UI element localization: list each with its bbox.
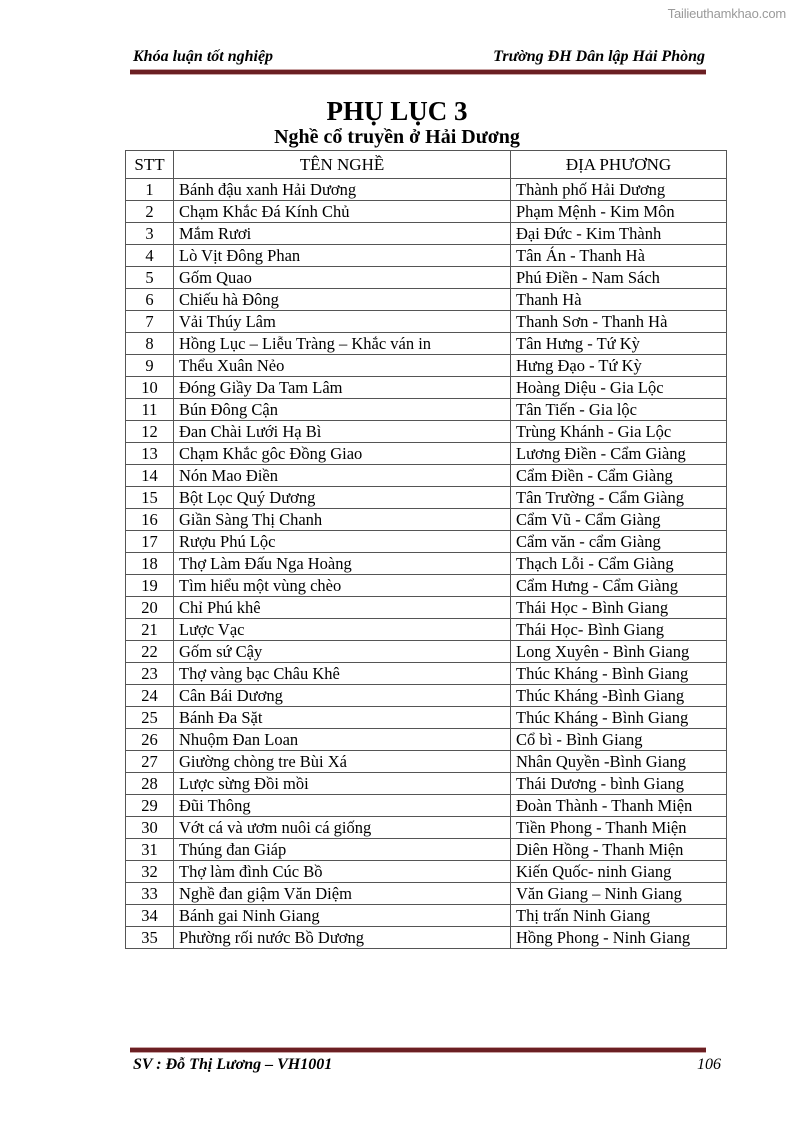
table-body xyxy=(126,179,727,949)
page-title: PHỤ LỤC 3 xyxy=(326,96,468,126)
row-location: Tân Tiến - Gia lộc xyxy=(511,399,727,421)
row-location: Đại Đức - Kim Thành xyxy=(511,223,727,245)
row-location: Trùng Khánh - Gia Lộc xyxy=(511,421,727,443)
table-row xyxy=(126,487,727,509)
row-location: Thạch Lỗi - Cẩm Giàng xyxy=(511,553,727,575)
table-row xyxy=(126,311,727,333)
row-location: Cẩm Vũ - Cẩm Giàng xyxy=(511,509,727,531)
row-stt: 4 xyxy=(126,245,174,267)
row-stt: 26 xyxy=(126,729,174,751)
row-location: Kiến Quốc- ninh Giang xyxy=(511,861,727,883)
table-row xyxy=(126,201,727,223)
row-stt: 1 xyxy=(126,179,174,201)
row-stt: 31 xyxy=(126,839,174,861)
row-craft-name: Bánh đậu xanh Hải Dương xyxy=(174,179,511,201)
header-right: Trường ĐH Dân lập Hải Phòng xyxy=(493,48,705,65)
row-craft-name: Lò Vịt Đông Phan xyxy=(174,245,511,267)
row-craft-name: Nghề đan giậm Văn Diệm xyxy=(174,883,511,905)
row-stt: 25 xyxy=(126,707,174,729)
row-craft-name: Chiếu hà Đông xyxy=(174,289,511,311)
table-row xyxy=(126,707,727,729)
table-row xyxy=(126,245,727,267)
table-row xyxy=(126,333,727,355)
row-stt: 7 xyxy=(126,311,174,333)
table-row xyxy=(126,531,727,553)
row-craft-name: Đan Chài Lưới Hạ Bì xyxy=(174,421,511,443)
watermark: Tailieuthamkhao.com xyxy=(667,6,786,21)
row-stt: 2 xyxy=(126,201,174,223)
table-row xyxy=(126,817,727,839)
table-row xyxy=(126,377,727,399)
table-row xyxy=(126,685,727,707)
row-stt: 20 xyxy=(126,597,174,619)
table-row xyxy=(126,663,727,685)
row-craft-name: Mắm Rươi xyxy=(174,223,511,245)
table-row xyxy=(126,905,727,927)
row-stt: 12 xyxy=(126,421,174,443)
row-stt: 5 xyxy=(126,267,174,289)
table-row xyxy=(126,289,727,311)
row-stt: 35 xyxy=(126,927,174,949)
table-row xyxy=(126,839,727,861)
row-craft-name: Lược Vạc xyxy=(174,619,511,641)
row-location: Thái Học- Bình Giang xyxy=(511,619,727,641)
table-row xyxy=(126,597,727,619)
row-location: Diên Hồng - Thanh Miện xyxy=(511,839,727,861)
row-craft-name: Chạm Khắc Đá Kính Chủ xyxy=(174,201,511,223)
column-header-craft-name: TÊN NGHỀ xyxy=(174,151,511,179)
row-craft-name: Chỉ Phú khê xyxy=(174,597,511,619)
row-location: Lương Điền - Cẩm Giàng xyxy=(511,443,727,465)
header-left: Khóa luận tốt nghiệp xyxy=(133,48,274,65)
crafts-table xyxy=(125,150,727,949)
row-craft-name: Phường rối nước Bồ Dương xyxy=(174,927,511,949)
row-location: Thúc Kháng - Bình Giang xyxy=(511,707,727,729)
row-craft-name: Vải Thúy Lâm xyxy=(174,311,511,333)
row-location: Phạm Mệnh - Kim Môn xyxy=(511,201,727,223)
row-location: Thanh Sơn - Thanh Hà xyxy=(511,311,727,333)
row-craft-name: Thợ Làm Đấu Nga Hoàng xyxy=(174,553,511,575)
row-craft-name: Thểu Xuân Nẻo xyxy=(174,355,511,377)
row-stt: 28 xyxy=(126,773,174,795)
row-location: Thị trấn Ninh Giang xyxy=(511,905,727,927)
row-stt: 14 xyxy=(126,465,174,487)
row-craft-name: Bột Lọc Quý Dương xyxy=(174,487,511,509)
row-stt: 30 xyxy=(126,817,174,839)
page-footer xyxy=(133,1056,721,1078)
row-craft-name: Vớt cá và ươm nuôi cá giống xyxy=(174,817,511,839)
row-stt: 23 xyxy=(126,663,174,685)
row-stt: 18 xyxy=(126,553,174,575)
row-craft-name: Giường chòng tre Bùi Xá xyxy=(174,751,511,773)
row-stt: 15 xyxy=(126,487,174,509)
table-row xyxy=(126,575,727,597)
row-stt: 22 xyxy=(126,641,174,663)
row-stt: 10 xyxy=(126,377,174,399)
row-craft-name: Giần Sàng Thị Chanh xyxy=(174,509,511,531)
page-header xyxy=(133,48,705,70)
row-location: Hoàng Diệu - Gia Lộc xyxy=(511,377,727,399)
table-row xyxy=(126,355,727,377)
row-craft-name: Lược sừng Đồi mồi xyxy=(174,773,511,795)
page-subtitle: Nghề cổ truyền ở Hải Dương xyxy=(274,126,520,148)
table-row xyxy=(126,267,727,289)
row-location: Cẩm văn - cẩm Giàng xyxy=(511,531,727,553)
row-location: Thành phố Hải Dương xyxy=(511,179,727,201)
row-location: Long Xuyên - Bình Giang xyxy=(511,641,727,663)
row-location: Cẩm Điền - Cẩm Giàng xyxy=(511,465,727,487)
row-craft-name: Thúng đan Giáp xyxy=(174,839,511,861)
row-stt: 17 xyxy=(126,531,174,553)
row-location: Nhân Quyền -Bình Giang xyxy=(511,751,727,773)
row-craft-name: Tìm hiểu một vùng chèo xyxy=(174,575,511,597)
table-row xyxy=(126,223,727,245)
table-row xyxy=(126,883,727,905)
row-craft-name: Rượu Phú Lộc xyxy=(174,531,511,553)
table-row xyxy=(126,509,727,531)
row-location: Thái Học - Bình Giang xyxy=(511,597,727,619)
row-location: Tân Trường - Cẩm Giàng xyxy=(511,487,727,509)
row-craft-name: Thợ vàng bạc Châu Khê xyxy=(174,663,511,685)
row-craft-name: Bún Đông Cận xyxy=(174,399,511,421)
table-row xyxy=(126,927,727,949)
row-location: Thúc Kháng -Bình Giang xyxy=(511,685,727,707)
row-stt: 29 xyxy=(126,795,174,817)
row-craft-name: Hồng Lục – Liễu Tràng – Khắc ván in xyxy=(174,333,511,355)
header-divider xyxy=(130,69,706,75)
row-location: Cẩm Hưng - Cẩm Giàng xyxy=(511,575,727,597)
row-stt: 21 xyxy=(126,619,174,641)
row-stt: 19 xyxy=(126,575,174,597)
row-stt: 11 xyxy=(126,399,174,421)
row-stt: 33 xyxy=(126,883,174,905)
row-stt: 16 xyxy=(126,509,174,531)
row-location: Thái Dương - bình Giang xyxy=(511,773,727,795)
page-number: 106 xyxy=(697,1056,721,1073)
row-location: Thúc Kháng - Bình Giang xyxy=(511,663,727,685)
row-location: Hưng Đạo - Tứ Kỳ xyxy=(511,355,727,377)
table-row xyxy=(126,641,727,663)
table-row xyxy=(126,179,727,201)
table-row xyxy=(126,751,727,773)
table-row xyxy=(126,861,727,883)
table-row xyxy=(126,619,727,641)
table-row xyxy=(126,729,727,751)
table-row xyxy=(126,443,727,465)
row-location: Tiền Phong - Thanh Miện xyxy=(511,817,727,839)
row-craft-name: Gốm sứ Cậy xyxy=(174,641,511,663)
column-header-location: ĐỊA PHƯƠNG xyxy=(511,151,727,179)
row-craft-name: Nhuộm Đan Loan xyxy=(174,729,511,751)
table-header-row xyxy=(126,151,727,179)
row-craft-name: Bánh gai Ninh Giang xyxy=(174,905,511,927)
row-stt: 34 xyxy=(126,905,174,927)
row-craft-name: Bánh Đa Sặt xyxy=(174,707,511,729)
row-craft-name: Chạm Khắc gôc Đồng Giao xyxy=(174,443,511,465)
row-location: Tân Hưng - Tứ Kỳ xyxy=(511,333,727,355)
column-header-stt: STT xyxy=(126,151,174,179)
row-craft-name: Nón Mao Điền xyxy=(174,465,511,487)
row-location: Cổ bì - Bình Giang xyxy=(511,729,727,751)
row-craft-name: Đóng Giầy Da Tam Lâm xyxy=(174,377,511,399)
row-stt: 9 xyxy=(126,355,174,377)
row-stt: 27 xyxy=(126,751,174,773)
row-craft-name: Gốm Quao xyxy=(174,267,511,289)
row-stt: 32 xyxy=(126,861,174,883)
footer-divider xyxy=(130,1047,706,1053)
row-location: Văn Giang – Ninh Giang xyxy=(511,883,727,905)
table-row xyxy=(126,399,727,421)
row-stt: 8 xyxy=(126,333,174,355)
row-stt: 24 xyxy=(126,685,174,707)
row-stt: 6 xyxy=(126,289,174,311)
row-stt: 13 xyxy=(126,443,174,465)
row-craft-name: Thợ làm đình Cúc Bồ xyxy=(174,861,511,883)
table-row xyxy=(126,773,727,795)
table-row xyxy=(126,553,727,575)
row-stt: 3 xyxy=(126,223,174,245)
row-location: Thanh Hà xyxy=(511,289,727,311)
row-location: Đoàn Thành - Thanh Miện xyxy=(511,795,727,817)
row-location: Tân Án - Thanh Hà xyxy=(511,245,727,267)
row-craft-name: Cân Bái Dương xyxy=(174,685,511,707)
row-location: Phú Điền - Nam Sách xyxy=(511,267,727,289)
table-row xyxy=(126,465,727,487)
row-craft-name: Đũi Thông xyxy=(174,795,511,817)
row-location: Hồng Phong - Ninh Giang xyxy=(511,927,727,949)
footer-author: SV : Đỗ Thị Lương – VH1001 xyxy=(133,1056,333,1073)
table-row xyxy=(126,795,727,817)
table-row xyxy=(126,421,727,443)
